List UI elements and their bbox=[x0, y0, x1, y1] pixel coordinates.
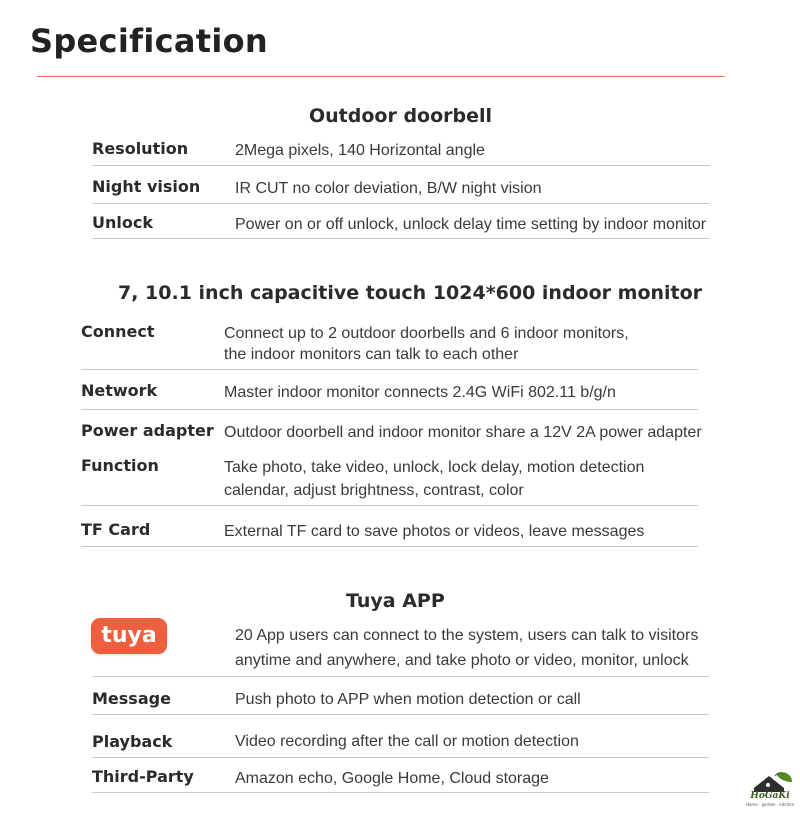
spec-value-line: Take photo, take video, unlock, lock delay, motion detection bbox=[224, 459, 645, 476]
spec-value: IR CUT no color deviation, B/W night vision bbox=[235, 180, 542, 197]
spec-row-power-adapter bbox=[81, 421, 721, 447]
row-divider bbox=[81, 505, 698, 506]
spec-value: Outdoor doorbell and indoor monitor share a 12V 2A power adapter bbox=[224, 424, 702, 441]
row-divider bbox=[92, 203, 710, 204]
row-divider bbox=[81, 409, 698, 410]
spec-row-resolution bbox=[92, 139, 712, 165]
tuya-section-title: Tuya APP bbox=[346, 590, 445, 612]
spec-label: Playback bbox=[92, 732, 173, 751]
spec-value: External TF card to save photos or videos, leave messages bbox=[224, 523, 645, 540]
row-divider bbox=[81, 369, 698, 370]
spec-value-line: Connect up to 2 outdoor doorbells and 6 indoor monitors, bbox=[224, 325, 629, 342]
row-divider bbox=[81, 546, 698, 547]
spec-label: Message bbox=[92, 689, 171, 708]
spec-value-line: calendar, adjust brightness, contrast, color bbox=[224, 482, 524, 499]
spec-row-connect bbox=[81, 322, 701, 368]
spec-value-line: the indoor monitors can talk to each other bbox=[224, 346, 519, 363]
row-divider bbox=[92, 757, 709, 758]
outdoor-section-title: Outdoor doorbell bbox=[309, 105, 493, 127]
row-divider bbox=[92, 792, 709, 793]
spec-row-network bbox=[81, 381, 701, 407]
tuya-logo: tuya bbox=[91, 618, 167, 654]
spec-row-message bbox=[92, 689, 712, 715]
spec-row-playback bbox=[92, 732, 712, 758]
spec-value: 2Mega pixels, 140 Horizontal angle bbox=[235, 142, 485, 159]
spec-row-night-vision bbox=[92, 177, 712, 203]
row-divider bbox=[92, 238, 710, 239]
tuya-intro-line: 20 App users can connect to the system, users can talk to visitors bbox=[235, 627, 699, 644]
spec-label: Power adapter bbox=[81, 421, 214, 440]
spec-label: Night vision bbox=[92, 177, 201, 196]
spec-row-tf-card bbox=[81, 520, 701, 546]
brand-name: HoGaKi bbox=[750, 791, 790, 801]
tuya-intro-line: anytime and anywhere, and take photo or video, monitor, unlock bbox=[235, 652, 689, 669]
brand-tagline: Home · garden · kitchen bbox=[745, 802, 795, 807]
row-divider bbox=[92, 714, 709, 715]
row-divider bbox=[92, 676, 709, 677]
indoor-section-title: 7, 10.1 inch capacitive touch 1024*600 indoor monitor bbox=[118, 282, 703, 304]
spec-value: Amazon echo, Google Home, Cloud storage bbox=[235, 770, 549, 787]
spec-row-third-party bbox=[92, 767, 712, 793]
spec-label: Network bbox=[81, 381, 158, 400]
spec-value: Video recording after the call or motion detection bbox=[235, 733, 579, 750]
spec-label: TF Card bbox=[81, 520, 151, 539]
spec-label: Unlock bbox=[92, 213, 153, 232]
spec-row-unlock bbox=[92, 213, 722, 239]
spec-label: Connect bbox=[81, 322, 155, 341]
page-title: Specification bbox=[30, 22, 268, 60]
spec-row-function bbox=[81, 456, 701, 502]
spec-label: Function bbox=[81, 456, 159, 475]
spec-value: Power on or off unlock, unlock delay time setting by indoor monitor bbox=[235, 216, 707, 233]
tuya-intro bbox=[235, 624, 715, 670]
title-divider bbox=[37, 76, 725, 77]
row-divider bbox=[92, 165, 710, 166]
spec-value: Push photo to APP when motion detection or call bbox=[235, 691, 581, 708]
spec-value: Master indoor monitor connects 2.4G WiFi 802.11 b/g/n bbox=[224, 384, 616, 401]
spec-label: Resolution bbox=[92, 139, 189, 158]
spec-label: Third-Party bbox=[92, 767, 194, 786]
